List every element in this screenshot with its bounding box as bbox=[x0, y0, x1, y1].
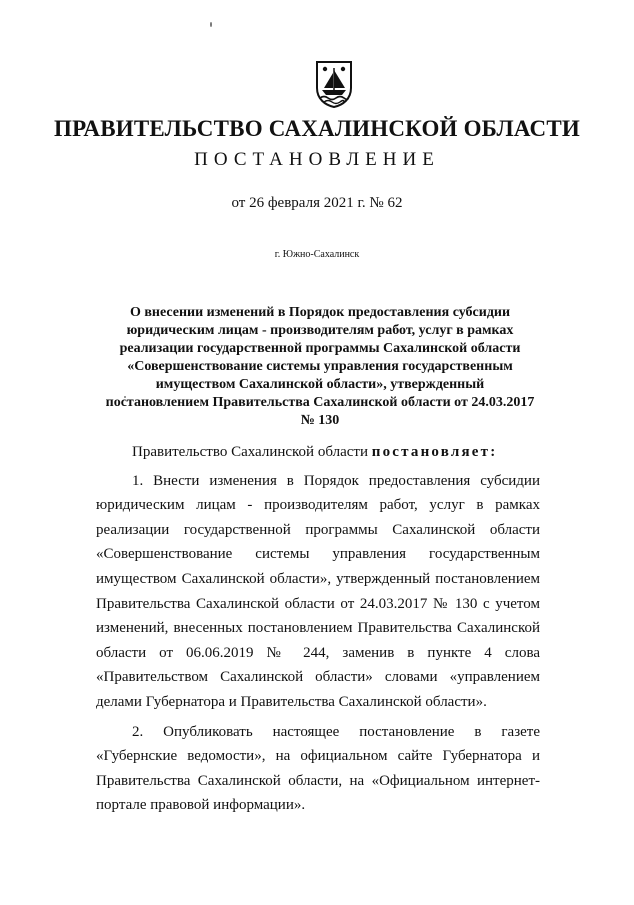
scan-speck bbox=[210, 22, 212, 27]
document-body bbox=[96, 440, 540, 818]
sakhalin-coat-of-arms-icon bbox=[314, 60, 354, 108]
document-date-number: от 26 февраля 2021 г. № 62 bbox=[231, 195, 403, 211]
government-title: ПРАВИТЕЛЬСТВО САХАЛИНСКОЙ ОБЛАСТИ bbox=[54, 116, 580, 141]
paragraph-item-1: 1. Внести изменения в Порядок предоставления субсидии юридическим лицам - производителям работ, услуг в рамках реализации государственной программы Сахалинской области «Совершенствование системы управления государственным имуществом Сахалинской области», утвержденный постановлением Правительства Сахалинской области от 24.03.2017 № 130 с учетом изменений, внесенных постановлением Правительства Сахалинской области от 06.06.2019 № 244, заменив в пункте 4 слова «Правительством Сахалинской области» словами «управлением делами Губернатора и Правительства Сахалинской области». bbox=[96, 472, 540, 710]
intro-keyword: постановляет: bbox=[371, 444, 498, 460]
intro-paragraph bbox=[96, 440, 540, 465]
paragraph-item-2: 2. Опубликовать настоящее постановление в газете «Губернские ведомости», на официальном сайте Губернатора и Правительства Сахалинской области, на «Официальном интернет-портале правовой информации». bbox=[96, 723, 540, 814]
intro-text: Правительство Сахалинской области bbox=[132, 444, 372, 460]
document-place: г. Южно-Сахалинск bbox=[274, 249, 360, 260]
document-subject: О внесении изменений в Порядок предоставления субсидии юридическим лицам - производителям работ, услуг в рамках реализации государственной программы Сахалинской области «Совершенствование системы управления государственным имуществом Сахалинской области», утвержденный постановлением Правительства Сахалинской области от 24.03.2017 № 130 bbox=[105, 305, 535, 428]
document-type: ПОСТАНОВЛЕНИЕ bbox=[194, 149, 440, 170]
